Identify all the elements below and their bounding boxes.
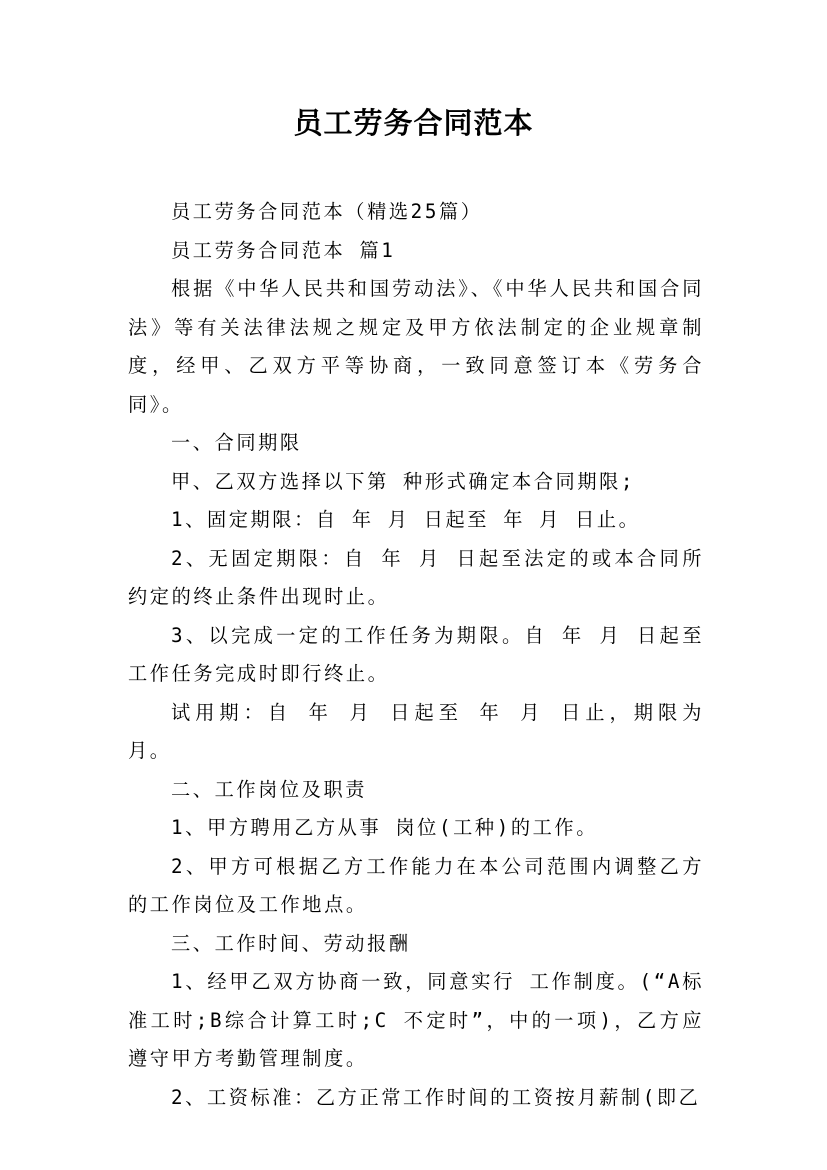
paragraph: 3、以完成一定的工作任务为期限。自 年 月 日起至工作任务完成时即行终止。	[128, 623, 704, 685]
paragraph: 试用期：自 年 月 日起至 年 月 日止，期限为 月。	[128, 700, 719, 762]
document-title: 员工劳务合同范本	[293, 106, 534, 140]
paragraph-subtitle: 员工劳务合同范本（精选25篇）	[171, 200, 483, 223]
paragraph-heading: 一、合同期限	[171, 431, 302, 454]
paragraph: 根据《中华人民共和国劳动法》、《中华人民共和国合同法》等有关法律法规之规定及甲方依法制定的企业规章制度，经甲、乙双方平等协商，一致同意签订本《劳务合同》。	[128, 277, 704, 416]
paragraph: 2、无固定期限：自 年 月 日起至法定的或本合同所约定的终止条件出现时止。	[128, 546, 704, 608]
paragraph: 2、工资标准：乙方正常工作时间的工资按月薪制(即乙	[171, 1085, 701, 1109]
paragraph: 2、甲方可根据乙方工作能力在本公司范围内调整乙方的工作岗位及工作地点。	[128, 854, 704, 916]
paragraph-section-heading: 员工劳务合同范本 篇1	[171, 238, 396, 262]
paragraph-heading: 三、工作时间、劳动报酬	[171, 931, 411, 955]
paragraph: 1、甲方聘用乙方从事 岗位(工种)的工作。	[171, 816, 598, 839]
paragraph-heading: 二、工作岗位及职责	[171, 777, 368, 801]
document-body	[128, 193, 719, 1117]
paragraph: 1、经甲乙双方协商一致，同意实行 工作制度。(“A标准工时;B综合计算工时;C 不定时”，中的一项)，乙方应遵守甲方考勤管理制度。	[128, 970, 704, 1070]
paragraph: 甲、乙双方选择以下第 种形式确定本合同期限;	[171, 469, 636, 493]
paragraph: 1、固定期限：自 年 月 日起至 年 月 日止。	[171, 508, 641, 531]
